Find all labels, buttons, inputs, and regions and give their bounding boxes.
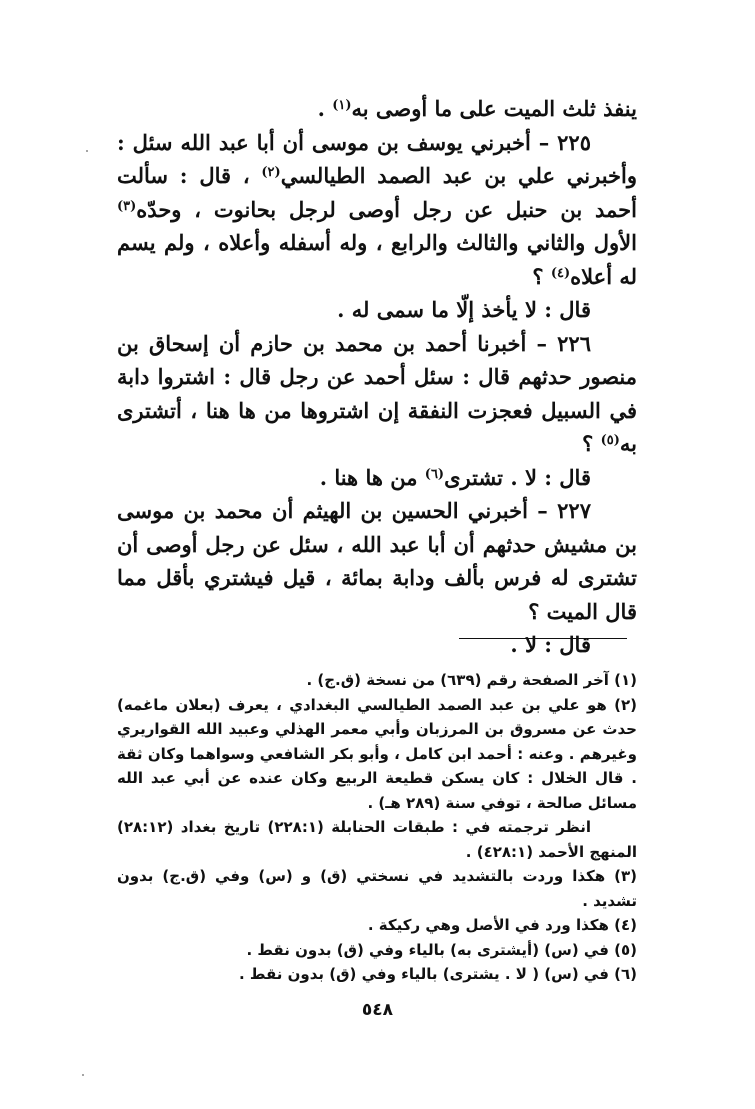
- paragraph-225: [117, 126, 637, 294]
- footnote-1: (١) آخر الصفحة رقم (٦٣٩) من نسخة (ق.ج) .: [306, 671, 637, 689]
- footnote-2-references: انظر ترجمته في : طبقات الحنابلة (٢٢٨:١) تاريخ بغداد (٢٨:١٢) المنهج الأحمد (٤٢٨:١) .: [117, 818, 637, 861]
- footnote-4: (٤) هكذا ورد في الأصل وهي ركيكة .: [367, 916, 637, 934]
- footnote-5: (٥) في (س) (أيشترى به) بالياء وفي (ق) بدون نقط .: [246, 940, 637, 959]
- paragraph-226: [117, 327, 637, 461]
- text-run: ، قال : سألت أحمد بن حنبل عن رجل أوصى لرجل بحانوت ، وحدّه: [117, 163, 637, 222]
- text-run: ؟: [532, 263, 551, 289]
- text-run: ٢٢٧ – أخبرني الحسين بن الهيثم أن محمد بن موسى بن مشيش حدثهم أن أبا عبد الله ، سئل عن رجل أوصى أن تشترى له فرس بألف ودابة بمائة ، قيل فيشتري بأقل مما قال الميت ؟: [117, 498, 638, 624]
- text-run: من ها هنا .: [319, 464, 425, 490]
- page-number: ٥٤٨: [361, 1000, 394, 1020]
- footnote-ref: (٥): [600, 433, 620, 448]
- scan-speck: [82, 1074, 84, 1076]
- footnote-ref: (١): [332, 98, 352, 113]
- paragraph-answer-227: [117, 628, 637, 662]
- paragraph-answer-226: [117, 461, 637, 495]
- footnote-ref: (٢): [261, 165, 281, 180]
- paragraph-227: [117, 494, 637, 628]
- paragraph-answer-225: [117, 293, 637, 327]
- text-run: ٢٢٦ – أخبرنا أحمد بن محمد بن حازم أن إسحاق بن منصور حدثهم قال : سئل أحمد عن رجل قال : اشتروا دابة في السبيل فعجزت النفقة إن اشتروها من ها هنا ، أتشترى به: [117, 330, 637, 456]
- footnote-3: (٣) هكذا وردت بالتشديد في نسختي (ق) و (س) وفي (ق.ج) بدون تشديد .: [117, 867, 637, 910]
- text-run: ؟: [582, 431, 601, 456]
- footnote-6: (٦) في (س) ( لا . يشترى) بالياء وفي (ق) بدون نقط .: [239, 965, 637, 983]
- text-run: الأول والثاني والثالث والرابع ، وله أسفله وأعلاه ، ولم يسم له أعلاه: [117, 230, 637, 289]
- text-run: قال : لا .: [510, 632, 591, 657]
- footnote-2: (٢) هو علي بن عبد الصمد الطيالسي البغدادي ، يعرف (بعلان ماغمه) حدث عن مسروق بن المرزبان وأبي معمر الهذلي وعبيد الله القواريري وغيرهم . وعنه : أحمد ابن كامل ، وأبو بكر الشافعي وسواهما وكان ثقة . قال الخلال : كان يسكن قطيعة الربيع وكان عنده عن أبي عبد الله مسائل صالحة ، توفي سنة (٢٨٩ هـ) .: [117, 695, 637, 812]
- text-run: ينفذ ثلث الميت على ما أوصى به: [351, 96, 637, 121]
- text-run: .: [317, 96, 333, 121]
- text-run: قال : لا . تشترى: [444, 464, 591, 490]
- footnote-ref: (٦): [424, 466, 445, 482]
- footnote-divider: [459, 638, 627, 639]
- footnotes: [117, 668, 637, 987]
- paragraph-intro: [117, 92, 637, 126]
- text-run: ٢٢٥ – أخبرني يوسف بن موسى أن أبا عبد الله سئل : وأخبرني علي بن عبد الصمد الطيالسي: [117, 129, 637, 188]
- footnote-ref: (٣): [117, 198, 137, 214]
- text-run: قال : لا يأخذ إلّا ما سمى له .: [337, 297, 591, 322]
- footnote-ref: (٤): [550, 265, 571, 281]
- scan-speck: [86, 150, 88, 152]
- main-text: [117, 92, 637, 662]
